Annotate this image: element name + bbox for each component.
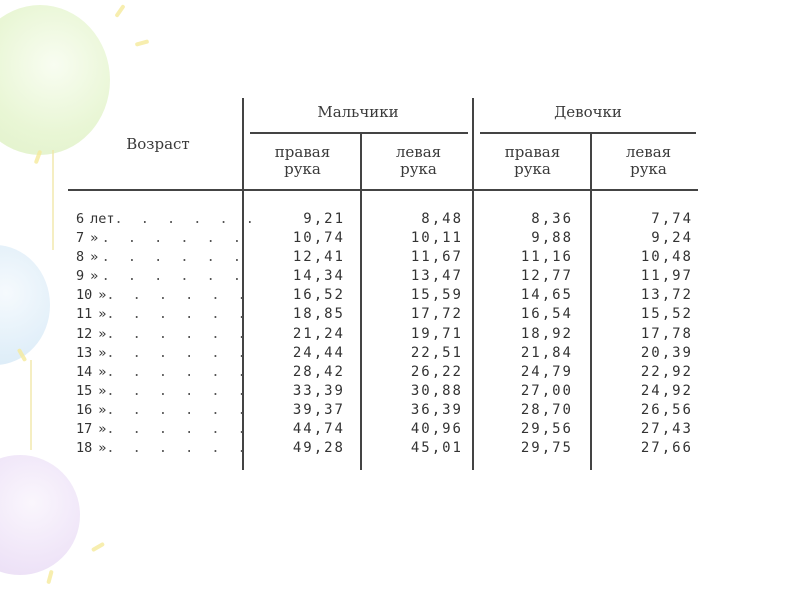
age-value: 17 xyxy=(76,421,93,438)
table-cell-boys-right: 10,74 xyxy=(292,230,345,247)
girls-header: Девочки xyxy=(554,103,622,121)
age-unit: » xyxy=(98,382,107,399)
table-cell-girls-left: 17,78 xyxy=(640,325,693,342)
age-row xyxy=(76,305,251,324)
balloon-string xyxy=(30,360,32,450)
table-cell-girls-right: 27,00 xyxy=(520,382,573,399)
table-cell-girls-left: 20,39 xyxy=(640,344,693,361)
age-row xyxy=(76,325,251,344)
sparkle-ray-decoration xyxy=(135,39,150,46)
group-underline xyxy=(250,132,468,134)
leader-dots: . . . . . . xyxy=(106,382,251,399)
age-value: 8 xyxy=(76,249,85,266)
age-value: 7 xyxy=(76,230,85,247)
table-cell-boys-right: 14,34 xyxy=(292,268,345,285)
leader-dots: . . . . . . xyxy=(106,440,251,457)
age-unit: » xyxy=(98,344,107,361)
girls-left-hand-label: левая рука xyxy=(625,143,672,178)
blue-balloon-decoration xyxy=(0,245,50,365)
age-value: 10 xyxy=(76,287,93,304)
age-value: 11 xyxy=(76,306,93,323)
age-unit: » xyxy=(98,306,107,323)
age-row xyxy=(76,267,246,286)
table-cell-girls-right: 18,92 xyxy=(520,325,573,342)
sparkle-ray-decoration xyxy=(114,4,125,18)
age-unit: » xyxy=(90,268,99,285)
boys-left-column xyxy=(358,210,463,458)
table-cell-girls-left: 27,43 xyxy=(640,421,693,438)
table-cell-boys-left: 13,47 xyxy=(410,268,463,285)
leader-dots: . . . . . . xyxy=(106,401,251,418)
leader-dots: . . . . . . xyxy=(101,249,246,266)
table-cell-boys-right: 16,52 xyxy=(292,287,345,304)
age-row xyxy=(76,439,251,458)
girls-right-hand-header xyxy=(480,144,585,178)
leader-dots: . . . . . . xyxy=(106,421,251,438)
leader-dots: . . . . . . xyxy=(106,306,251,323)
girls-right-hand-label: правая рука xyxy=(504,143,561,178)
leader-dots: . . . . . . xyxy=(106,363,251,380)
boys-left-hand-label: левая рука xyxy=(395,143,442,178)
boys-right-column xyxy=(240,210,345,458)
table-cell-girls-right: 8,36 xyxy=(531,211,573,227)
table-cell-boys-left: 19,71 xyxy=(410,325,463,342)
age-row xyxy=(76,363,251,382)
girls-left-column xyxy=(588,210,693,458)
table-cell-girls-right: 12,77 xyxy=(520,268,573,285)
boys-right-hand-label: правая рука xyxy=(274,143,331,178)
age-value: 14 xyxy=(76,363,93,380)
purple-balloon-decoration xyxy=(0,455,80,575)
age-row xyxy=(76,344,251,363)
table-cell-girls-right: 21,84 xyxy=(520,344,573,361)
table-cell-boys-right: 12,41 xyxy=(292,249,345,266)
age-value: 13 xyxy=(76,344,93,361)
table-cell-boys-left: 30,88 xyxy=(410,382,463,399)
table-cell-boys-right: 24,44 xyxy=(292,344,345,361)
table-cell-boys-right: 9,21 xyxy=(303,211,345,227)
leader-dots: . . . . . . xyxy=(114,211,259,227)
table-cell-boys-right: 39,37 xyxy=(292,401,345,418)
table-cell-girls-right: 14,65 xyxy=(520,287,573,304)
table-cell-girls-right: 28,70 xyxy=(520,401,573,418)
girls-right-column xyxy=(468,210,573,458)
age-value: 18 xyxy=(76,440,93,457)
age-unit: » xyxy=(90,249,99,266)
leader-dots: . . . . . . xyxy=(101,268,246,285)
age-unit: лет xyxy=(90,211,115,227)
age-unit: » xyxy=(90,230,99,247)
girls-left-hand-header xyxy=(596,144,701,178)
table-cell-girls-right: 16,54 xyxy=(520,306,573,323)
age-header: Возраст xyxy=(126,135,190,153)
age-row xyxy=(76,210,259,229)
age-unit: » xyxy=(98,401,107,418)
table-cell-boys-right: 44,74 xyxy=(292,421,345,438)
age-unit: » xyxy=(98,325,107,342)
age-row xyxy=(76,248,246,267)
sparkle-ray-decoration xyxy=(91,542,105,552)
age-value: 6 xyxy=(76,211,85,227)
table-cell-boys-right: 28,42 xyxy=(292,363,345,380)
table-cell-girls-left: 13,72 xyxy=(640,287,693,304)
table-cell-boys-right: 18,85 xyxy=(292,306,345,323)
table-cell-boys-left: 22,51 xyxy=(410,344,463,361)
boys-right-hand-header xyxy=(250,144,355,178)
age-row xyxy=(76,382,251,401)
table-cell-girls-left: 10,48 xyxy=(640,249,693,266)
age-column xyxy=(76,210,259,458)
leader-dots: . . . . . . xyxy=(106,344,251,361)
table-cell-boys-left: 11,67 xyxy=(410,249,463,266)
age-value: 9 xyxy=(76,268,85,285)
table-cell-boys-left: 36,39 xyxy=(410,401,463,418)
table-cell-boys-left: 26,22 xyxy=(410,363,463,380)
grip-strength-table xyxy=(68,98,698,470)
table-cell-boys-left: 40,96 xyxy=(410,421,463,438)
table-cell-boys-left: 45,01 xyxy=(410,440,463,457)
table-cell-boys-left: 15,59 xyxy=(410,287,463,304)
boys-header: Мальчики xyxy=(317,103,399,121)
table-cell-girls-left: 26,56 xyxy=(640,401,693,418)
leader-dots: . . . . . . xyxy=(101,230,246,247)
table-cell-boys-left: 8,48 xyxy=(421,211,463,227)
leader-dots: . . . . . . xyxy=(106,287,251,304)
table-cell-girls-left: 24,92 xyxy=(640,382,693,399)
sparkle-ray-decoration xyxy=(46,570,53,585)
table-cell-girls-right: 11,16 xyxy=(520,249,573,266)
age-row xyxy=(76,420,251,439)
age-unit: » xyxy=(98,440,107,457)
age-row xyxy=(76,229,246,248)
table-cell-girls-left: 15,52 xyxy=(640,306,693,323)
table-cell-girls-left: 22,92 xyxy=(640,363,693,380)
balloon-string xyxy=(52,150,54,250)
table-cell-boys-left: 17,72 xyxy=(410,306,463,323)
age-unit: » xyxy=(98,363,107,380)
table-cell-boys-right: 49,28 xyxy=(292,440,345,457)
age-unit: » xyxy=(98,287,107,304)
age-unit: » xyxy=(98,421,107,438)
leader-dots: . . . . . . xyxy=(106,325,251,342)
age-row xyxy=(76,286,251,305)
table-cell-boys-right: 33,39 xyxy=(292,382,345,399)
table-cell-girls-right: 29,56 xyxy=(520,421,573,438)
table-cell-boys-left: 10,11 xyxy=(410,230,463,247)
age-row xyxy=(76,401,251,420)
age-value: 15 xyxy=(76,382,93,399)
age-value: 12 xyxy=(76,325,93,342)
group-underline xyxy=(480,132,696,134)
table-cell-girls-left: 27,66 xyxy=(640,440,693,457)
boys-left-hand-header xyxy=(366,144,471,178)
table-cell-girls-right: 29,75 xyxy=(520,440,573,457)
table-cell-girls-left: 9,24 xyxy=(651,230,693,247)
table-cell-girls-right: 24,79 xyxy=(520,363,573,380)
table-cell-girls-right: 9,88 xyxy=(531,230,573,247)
table-cell-boys-right: 21,24 xyxy=(292,325,345,342)
header-rule xyxy=(68,189,698,191)
age-value: 16 xyxy=(76,401,93,418)
table-cell-girls-left: 11,97 xyxy=(640,268,693,285)
table-cell-girls-left: 7,74 xyxy=(651,211,693,227)
